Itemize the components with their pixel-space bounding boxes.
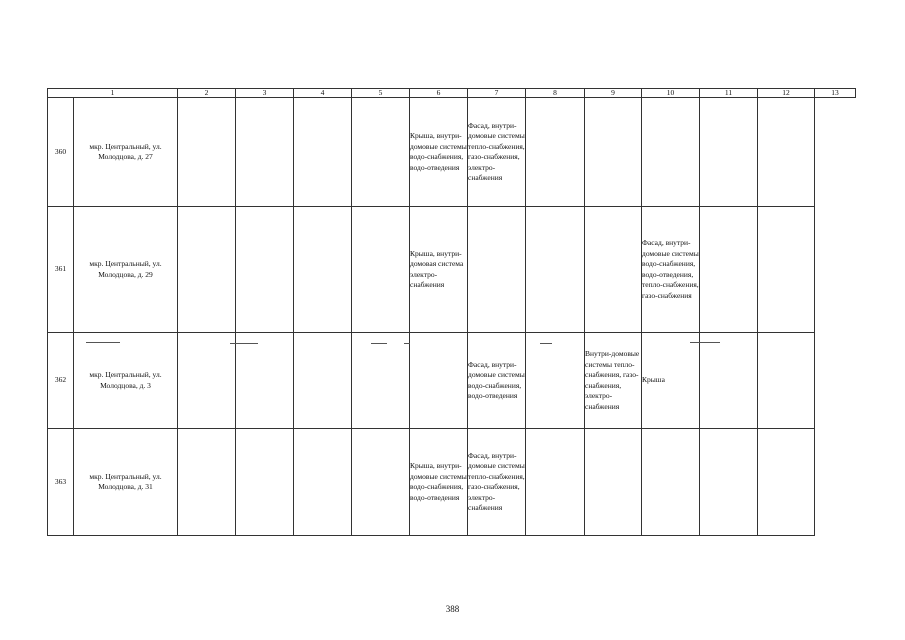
header-cell-13: 13 [815,89,856,98]
works-cell-col9 [585,429,642,536]
scan-smudge-mark [86,342,120,343]
header-cell-1: 1 [48,89,178,98]
row-number: 361 [48,207,74,333]
empty-cell [526,429,585,536]
header-cell-10: 10 [642,89,700,98]
works-cell-col7: Фасад, внутри-домовые системы водо-снабжения, водо-отведения [468,333,526,429]
empty-cell [526,98,585,207]
empty-cell [700,333,758,429]
empty-cell [352,207,410,333]
header-cell-3: 3 [236,89,294,98]
row-number: 363 [48,429,74,536]
works-cell-col10: Крыша [642,333,700,429]
empty-cell [352,333,410,429]
row-number: 362 [48,333,74,429]
empty-cell [700,98,758,207]
empty-cell [758,429,815,536]
column-number-header-row [48,89,856,98]
header-cell-6: 6 [410,89,468,98]
empty-cell [294,207,352,333]
header-cell-8: 8 [526,89,585,98]
empty-cell [178,429,236,536]
empty-cell [700,429,758,536]
scan-smudge-mark [690,342,720,343]
scan-smudge-mark [371,343,387,344]
empty-cell [236,98,294,207]
works-cell-col6 [410,333,468,429]
works-cell-col7: Фасад, внутри-домовые системы тепло-снабжения, газо-снабжения, электро-снабжения [468,429,526,536]
header-cell-5: 5 [352,89,410,98]
header-cell-4: 4 [294,89,352,98]
header-cell-9: 9 [585,89,642,98]
empty-cell [758,98,815,207]
empty-cell [236,333,294,429]
works-cell-col7 [468,207,526,333]
empty-cell [352,98,410,207]
empty-cell [294,98,352,207]
table-row [48,98,856,207]
works-cell-col9: Внутри-домовые системы тепло-снабжения, газо-снабжения, электро-снабжения [585,333,642,429]
empty-cell [178,98,236,207]
empty-cell [758,207,815,333]
header-cell-11: 11 [700,89,758,98]
scan-smudge-mark [404,343,410,344]
empty-cell [178,207,236,333]
works-cell-col6: Крыша, внутри-домовые системы водо-снабжения, водо-отведения [410,429,468,536]
works-cell-col10: Фасад, внутри-домовые системы водо-снабжения, водо-отведения, тепло-снабжения, газо-снабжения [642,207,700,333]
header-cell-12: 12 [758,89,815,98]
scan-smudge-mark [230,343,258,344]
empty-cell [758,333,815,429]
empty-cell [294,429,352,536]
row-number: 360 [48,98,74,207]
table-row [48,207,856,333]
table-row [48,429,856,536]
address-cell: мкр. Центральный, ул. Молодцова, д. 27 [74,98,178,207]
empty-cell [178,333,236,429]
header-cell-2: 2 [178,89,236,98]
works-cell-col9 [585,98,642,207]
empty-cell [236,207,294,333]
scan-smudge-mark [540,343,552,344]
renovation-schedule-table [47,88,856,536]
works-cell-col10 [642,429,700,536]
empty-cell [352,429,410,536]
address-cell: мкр. Центральный, ул. Молодцова, д. 29 [74,207,178,333]
empty-cell [700,207,758,333]
empty-cell [236,429,294,536]
header-cell-7: 7 [468,89,526,98]
empty-cell [526,207,585,333]
works-cell-col10 [642,98,700,207]
page-number: 388 [445,604,460,614]
works-cell-col7: Фасад, внутри-домовые системы тепло-снабжения, газо-снабжения, электро-снабжения [468,98,526,207]
empty-cell [294,333,352,429]
address-cell: мкр. Центральный, ул. Молодцова, д. 3 [74,333,178,429]
empty-cell [526,333,585,429]
works-cell-col9 [585,207,642,333]
works-cell-col6: Крыша, внутри-домовая система электро-снабжения [410,207,468,333]
works-cell-col6: Крыша, внутри-домовые системы водо-снабжения, водо-отведения [410,98,468,207]
address-cell: мкр. Центральный, ул. Молодцова, д. 31 [74,429,178,536]
table-row [48,333,856,429]
